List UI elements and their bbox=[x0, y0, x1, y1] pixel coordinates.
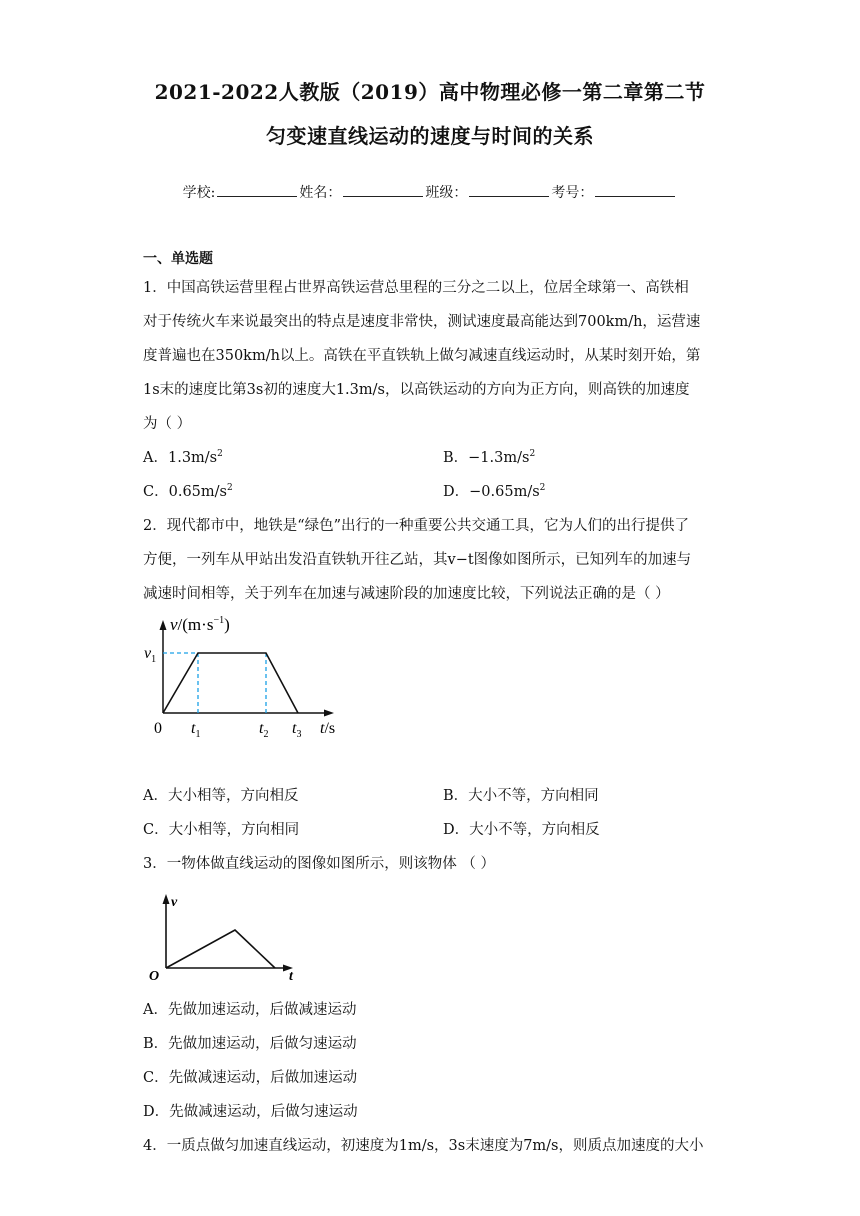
q3-vt-line bbox=[166, 930, 275, 968]
q1-line-1: 1．中国高铁运营里程占世界高铁运营总里程的三分之二以上，位居全球第一、高铁相 bbox=[143, 280, 689, 296]
q2-line-1: 2．现代都市中，地铁是“绿色”出行的一种重要公共交通工具，它为人们的出行提供了 bbox=[143, 518, 690, 534]
q1-line-2: 对于传统火车来说最突出的特点是速度非常快，测试速度最高能达到700km/h，运营速 bbox=[143, 314, 701, 330]
q2-t2-label: $t_2$ bbox=[259, 720, 269, 740]
q2-option-d[interactable]: D．大小不等，方向相反 bbox=[443, 822, 600, 838]
q2-origin-label: 0 bbox=[154, 720, 162, 737]
q2-t3-label: $t_3$ bbox=[292, 720, 302, 740]
q1-option-b[interactable]: B．$-1.3m/s^2$ bbox=[443, 449, 536, 466]
page-title: 2021-2022人教版（2019）高中物理必修一第二章第二节 bbox=[154, 80, 706, 104]
section-title: 一、单选题 bbox=[143, 251, 213, 267]
page-subtitle: 匀变速直线运动的速度与时间的关系 bbox=[266, 124, 594, 148]
q3-option-d[interactable]: D．先做减速运动，后做匀速运动 bbox=[143, 1104, 358, 1120]
q2-option-c[interactable]: C．大小相等，方向相同 bbox=[143, 822, 300, 838]
q3-origin-label: O bbox=[149, 969, 160, 983]
q3-vt-graph bbox=[143, 888, 313, 983]
q1-line-4: 1s末的速度比第3s初的速度大1.3m/s，以高铁运动的方向为正方向，则高铁的加速度 bbox=[143, 382, 690, 398]
school-blank[interactable] bbox=[217, 183, 297, 197]
number-blank[interactable] bbox=[595, 183, 675, 197]
q2-v1-label: $v_1$ bbox=[144, 645, 157, 665]
q1-option-d[interactable]: D．$-0.65m/s^2$ bbox=[443, 483, 546, 500]
q1-option-c[interactable]: C．$0.65m/s^2$ bbox=[143, 483, 233, 500]
q2-ylabel: $v/(m\cdot s^{-1})$ bbox=[170, 615, 230, 634]
class-blank[interactable] bbox=[469, 183, 549, 197]
class-label: 班级： bbox=[425, 185, 468, 201]
q2-vt-graph bbox=[140, 608, 360, 748]
name-label: 姓名： bbox=[299, 185, 342, 201]
q1-option-a[interactable]: A．$1.3m/s^2$ bbox=[143, 449, 223, 466]
q2-t1-label: $t_1$ bbox=[191, 720, 201, 740]
q3-xlabel: t bbox=[289, 969, 293, 983]
q2-vt-line bbox=[163, 653, 298, 713]
q2-option-b[interactable]: B．大小不等，方向相同 bbox=[443, 788, 599, 804]
student-info-line bbox=[0, 182, 860, 202]
q3-y-axis-arrow bbox=[163, 894, 170, 904]
q4-line-1: 4．一质点做匀加速直线运动，初速度为1m/s，3s末速度为7m/s，则质点加速度的大小 bbox=[143, 1138, 704, 1154]
school-label: 学校: bbox=[182, 185, 216, 201]
q3-line-1: 3．一物体做直线运动的图像如图所示，则该物体 （ ） bbox=[143, 856, 495, 872]
q3-option-a[interactable]: A．先做加速运动，后做减速运动 bbox=[143, 1002, 357, 1018]
q1-line-3: 度普遍也在350km/h以上。高铁在平直铁轨上做匀减速直线运动时，从某时刻开始，第 bbox=[143, 348, 701, 364]
q1-line-5: 为（ ） bbox=[143, 416, 192, 432]
q2-line-2: 方便，一列车从甲站出发沿直铁轨开往乙站，其v−t图像如图所示，已知列车的加速与 bbox=[143, 552, 692, 568]
q2-xlabel: t/s bbox=[320, 720, 336, 737]
number-label: 考号： bbox=[551, 185, 594, 201]
q3-option-c[interactable]: C．先做减速运动，后做加速运动 bbox=[143, 1070, 358, 1086]
q2-option-a[interactable]: A．大小相等，方向相反 bbox=[143, 788, 299, 804]
q2-x-axis-arrow bbox=[324, 710, 334, 717]
q2-line-3: 减速时间相等，关于列车在加速与减速阶段的加速度比较，下列说法正确的是（ ） bbox=[143, 586, 670, 602]
name-blank[interactable] bbox=[343, 183, 423, 197]
q3-option-b[interactable]: B．先做加速运动，后做匀速运动 bbox=[143, 1036, 357, 1052]
q2-y-axis-arrow bbox=[160, 620, 167, 630]
q3-ylabel: v bbox=[171, 895, 178, 910]
